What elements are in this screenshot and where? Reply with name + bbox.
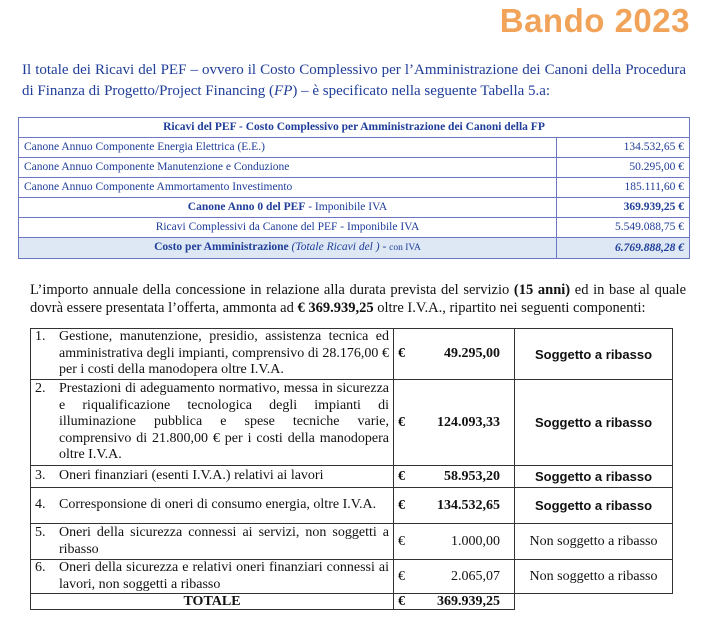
row-value: 134.532,65 € <box>557 138 690 158</box>
ricavi-label: Ricavi Complessivi da Canone del PEF - Imponibile IVA <box>19 218 557 238</box>
amount-paragraph <box>30 281 686 317</box>
para-text-2: ed in base al quale dovrà essere presentata l’offerta, ammonta ad <box>30 282 686 316</box>
component-status: Soggetto a ribasso <box>515 466 673 488</box>
row-value: 50.295,00 € <box>557 158 690 178</box>
euro-sign: € <box>398 414 405 430</box>
amount-value: 2.065,07 <box>451 568 500 584</box>
component-text: Oneri della sicurezza e relativi oneri finanziari connessi ai lavori, non soggetti a ribasso <box>59 560 389 592</box>
row-label: Canone Annuo Componente Energia Elettrica (E.E.) <box>19 138 557 158</box>
costo-small: con IVA <box>389 243 421 253</box>
component-number: 4. <box>35 497 46 513</box>
component-text: Oneri della sicurezza connessi ai servizi, non soggetti a ribasso <box>59 525 389 557</box>
costo-value: 6.769.888,28 € <box>557 238 690 259</box>
component-status: Non soggetto a ribasso <box>515 560 673 594</box>
component-amount <box>394 466 515 488</box>
canone-anno0-value: 369.939,25 € <box>557 198 690 218</box>
component-description <box>31 488 394 524</box>
amount-value: 58.953,20 <box>444 468 500 484</box>
para-bold-1: (15 anni) <box>513 282 571 298</box>
costo-row <box>19 238 690 259</box>
component-amount <box>394 524 515 560</box>
canone-anno0-bold: Canone Anno 0 del PEF <box>187 201 306 213</box>
component-amount <box>394 329 515 380</box>
ricavi-value: 5.549.088,75 € <box>557 218 690 238</box>
amount-value: 134.532,65 <box>437 497 500 513</box>
row-label: Canone Annuo Componente Ammortamento Investimento <box>19 178 557 198</box>
canone-anno0-label <box>19 198 557 218</box>
row-value: 185.111,60 € <box>557 178 690 198</box>
revenue-table-header: Ricavi del PEF - Costo Complessivo per Amministrazione dei Canoni della FP <box>19 118 690 138</box>
euro-sign: € <box>398 594 405 609</box>
total-row <box>31 594 673 610</box>
euro-sign: € <box>398 346 405 361</box>
component-number: 6. <box>35 560 46 575</box>
amount-value: 369.939,25 <box>437 594 500 609</box>
component-number: 2. <box>35 381 46 397</box>
table-row <box>31 488 673 524</box>
component-text: Gestione, manutenzione, presidio, assistenza tecnica ed amministrativa degli impianti, comprensivo di 28.176,00 € per i costi della manodopera oltre I.V.A. <box>59 329 389 378</box>
components-table <box>30 328 673 610</box>
para-text-3: oltre I.V.A., ripartito nei seguenti componenti: <box>373 300 646 316</box>
component-description <box>31 560 394 594</box>
total-label: TOTALE <box>31 594 394 610</box>
euro-sign: € <box>398 468 405 484</box>
canone-anno0-row <box>19 198 690 218</box>
table-row <box>19 138 690 158</box>
intro-text-2: ) – è specificato nella seguente Tabella 5.a: <box>292 83 551 99</box>
euro-sign: € <box>398 533 405 549</box>
canone-anno0-rest: - Imponibile IVA <box>305 201 388 213</box>
component-text: Prestazioni di adeguamento normativo, messa in sicurezza e riqualificazione tecnologica degli impianti di illuminazione pubblica e spese tecniche varie, comprensivo di 21.800,00 € per i costi della manodopera oltre I.V.A. <box>59 381 389 463</box>
table-row <box>31 560 673 594</box>
component-number: 1. <box>35 329 46 345</box>
row-label: Canone Annuo Componente Manutenzione e Conduzione <box>19 158 557 178</box>
component-status: Soggetto a ribasso <box>515 329 673 380</box>
para-bold-2: € 369.939,25 <box>297 300 374 316</box>
component-status: Soggetto a ribasso <box>515 488 673 524</box>
amount-value: 1.000,00 <box>451 533 500 549</box>
table-row <box>31 524 673 560</box>
revenue-table <box>18 117 690 259</box>
amount-value: 49.295,00 <box>444 346 500 361</box>
component-number: 5. <box>35 525 46 540</box>
component-text: Oneri finanziari (esenti I.V.A.) relativi ai lavori <box>59 468 324 484</box>
component-description <box>31 329 394 380</box>
intro-paragraph <box>22 60 686 102</box>
component-number: 3. <box>35 468 46 484</box>
para-text-1: L’importo annuale della concessione in relazione alla durata prevista del servizio <box>30 282 514 298</box>
component-amount <box>394 380 515 466</box>
amount-value: 124.093,33 <box>437 414 500 430</box>
table-row <box>31 466 673 488</box>
table-row <box>31 329 673 380</box>
component-status: Soggetto a ribasso <box>515 380 673 466</box>
empty-cell <box>515 594 673 610</box>
costo-bold: Costo per Amministrazione <box>154 241 289 253</box>
component-amount <box>394 488 515 524</box>
component-description <box>31 380 394 466</box>
component-status: Non soggetto a ribasso <box>515 524 673 560</box>
total-amount <box>394 594 515 610</box>
table-row <box>19 158 690 178</box>
page-header-title: Bando 2023 <box>499 2 690 39</box>
costo-italic: (Totale Ricavi del ) - <box>288 241 390 253</box>
euro-sign: € <box>398 497 405 513</box>
component-text: Corresponsione di oneri di consumo energia, oltre I.V.A. <box>59 497 377 513</box>
costo-label <box>19 238 557 259</box>
component-description <box>31 466 394 488</box>
intro-text-1: Il totale dei Ricavi del PEF – ovvero il Costo Complessivo per l’Amministrazione dei Canoni della Procedura di Finanza di Progetto/Project Financing ( <box>22 62 686 99</box>
table-row <box>31 380 673 466</box>
component-amount <box>394 560 515 594</box>
table-row <box>19 178 690 198</box>
ricavi-row <box>19 218 690 238</box>
euro-sign: € <box>398 568 405 584</box>
intro-fp: FP <box>274 83 293 99</box>
component-description <box>31 524 394 560</box>
